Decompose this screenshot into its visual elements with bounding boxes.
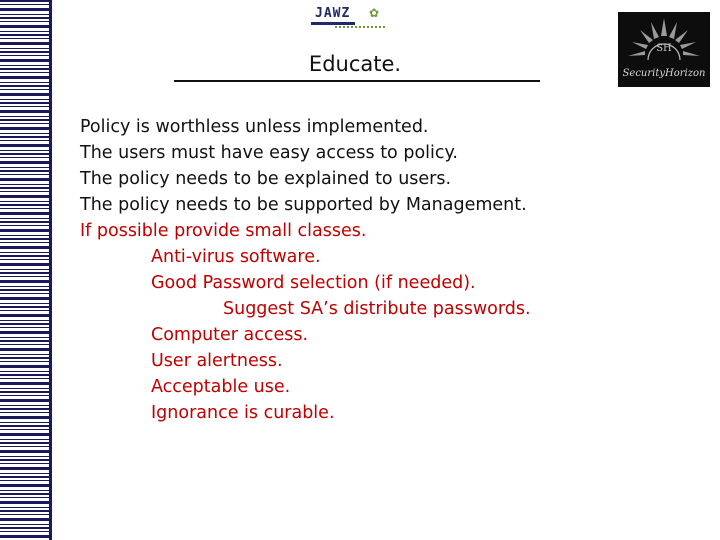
- sub-bullet-line: User alertness.: [151, 351, 283, 371]
- bullet-line: The policy needs to be explained to users.: [80, 169, 452, 189]
- bullet-line: The users must have easy access to policy.: [80, 143, 458, 163]
- jawz-logo-wave: [335, 26, 385, 32]
- sub-bullet-line: Acceptable use.: [151, 377, 291, 397]
- bullet-line: The policy needs to be supported by Management.: [80, 195, 527, 215]
- sub-bullet-line: Good Password selection (if needed).: [151, 273, 476, 293]
- security-horizon-logo: [618, 12, 710, 87]
- slide-title: Educate.: [308, 52, 402, 76]
- security-horizon-name: SecurityHorizon: [622, 68, 706, 79]
- sub-bullet-line: Ignorance is curable.: [151, 403, 335, 423]
- sub-bullet-line: Anti-virus software.: [151, 247, 321, 267]
- decorative-side-strip: [0, 0, 52, 540]
- leaf-icon: ✿: [369, 6, 380, 20]
- bullet-line: Policy is worthless unless implemented.: [80, 117, 429, 137]
- jawz-logo-bar: [311, 22, 355, 25]
- title-underline: [174, 80, 540, 82]
- bullet-line: If possible provide small classes.: [80, 221, 367, 241]
- slide-body: [80, 114, 531, 426]
- jawz-logo: [305, 4, 395, 34]
- sub-sub-bullet-line: Suggest SA’s distribute passwords.: [223, 299, 531, 319]
- security-horizon-monogram: SH: [656, 43, 672, 54]
- sub-bullet-line: Computer access.: [151, 325, 309, 345]
- jawz-logo-text: JAWZ: [315, 6, 351, 21]
